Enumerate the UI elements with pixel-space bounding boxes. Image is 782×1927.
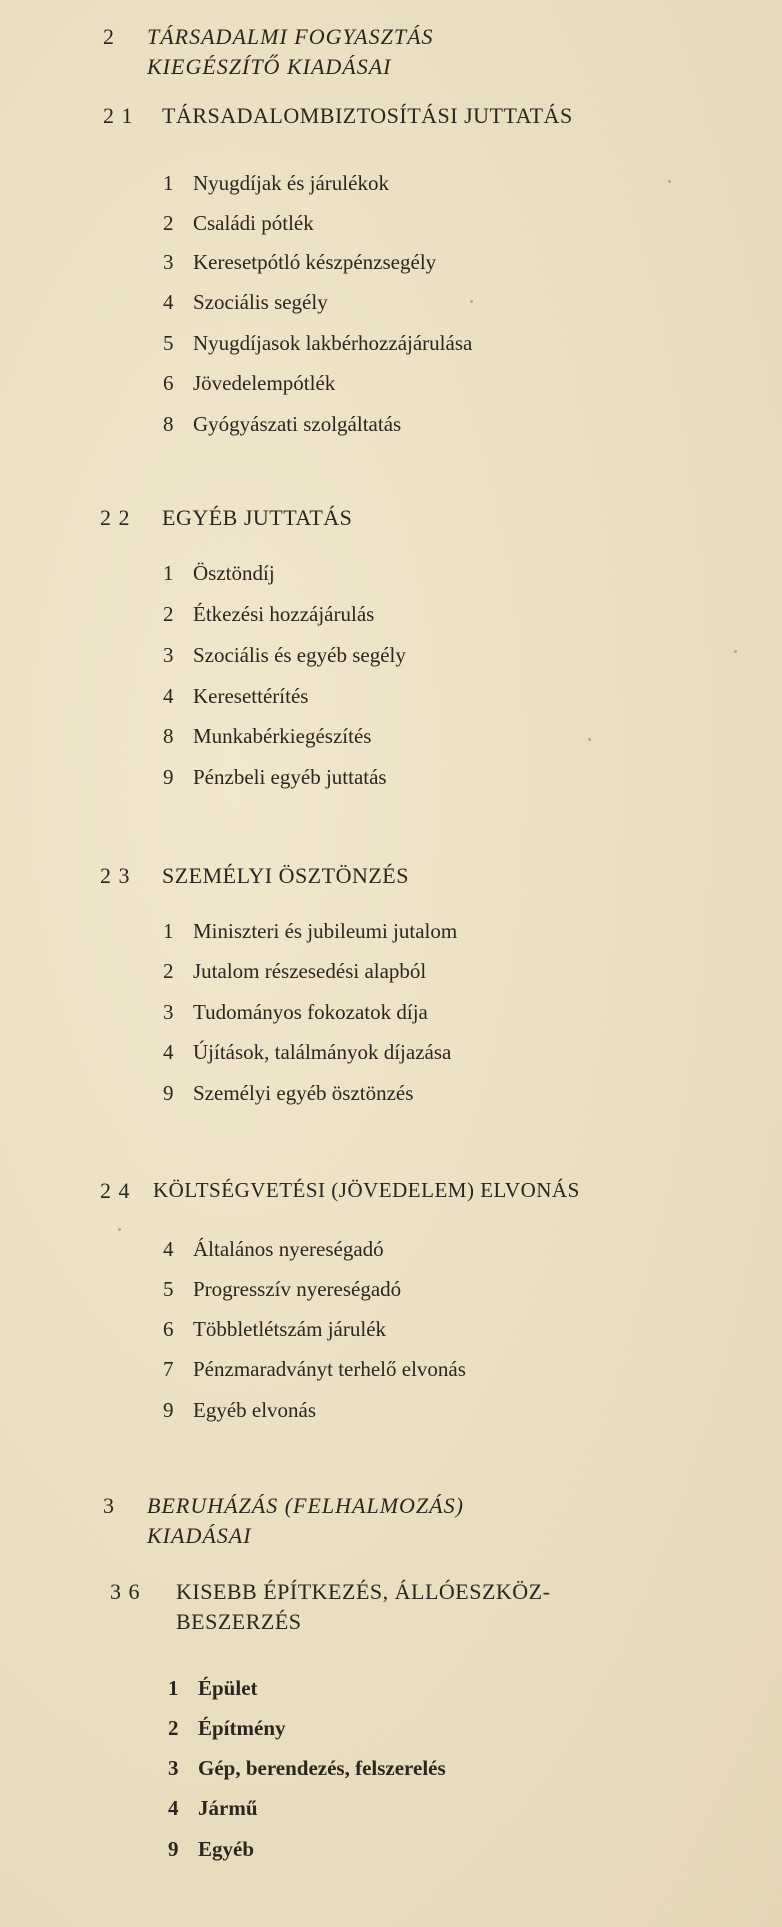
group-number: 2 1 — [103, 103, 134, 128]
list-item — [163, 561, 275, 586]
item-label: Nyugdíjasok lakbérhozzájárulása — [193, 331, 473, 355]
list-item — [163, 412, 401, 437]
item-label: Személyi egyéb ösztönzés — [193, 1081, 414, 1105]
list-item — [163, 724, 371, 749]
list-item — [163, 1000, 428, 1025]
item-label: Jutalom részesedési alapból — [193, 959, 427, 983]
item-number: 6 — [163, 371, 174, 395]
group-title-line-2: BESZERZÉS — [176, 1609, 302, 1634]
item-number: 3 — [163, 643, 174, 667]
item-number: 2 — [163, 211, 174, 235]
item-number: 4 — [168, 1796, 179, 1820]
item-label: Ösztöndíj — [193, 561, 275, 585]
item-number: 1 — [163, 171, 174, 195]
group-title: KÖLTSÉGVETÉSI (JÖVEDELEM) ELVONÁS — [153, 1178, 580, 1202]
list-item — [163, 959, 426, 984]
item-number: 4 — [163, 1237, 174, 1261]
item-number: 1 — [168, 1676, 179, 1700]
group-title: TÁRSADALOMBIZTOSÍTÁSI JUTTATÁS — [162, 103, 573, 128]
paper-speck — [118, 1228, 121, 1231]
list-item — [163, 765, 387, 790]
item-label: Többletlétszám járulék — [193, 1317, 387, 1341]
item-label: Épület — [198, 1676, 258, 1700]
paper-speck — [470, 300, 473, 303]
item-number: 8 — [163, 412, 174, 436]
list-item — [163, 290, 328, 315]
list-item — [163, 211, 314, 236]
item-label: Családi pótlék — [193, 211, 314, 235]
item-label: Tudományos fokozatok díja — [193, 1000, 428, 1024]
item-label: Pénzbeli egyéb juttatás — [193, 765, 387, 789]
item-number: 6 — [163, 1317, 174, 1341]
list-item — [168, 1837, 254, 1862]
list-item — [163, 331, 472, 356]
item-label: Keresetpótló készpénzsegély — [193, 250, 437, 274]
list-item — [163, 1040, 451, 1065]
item-number: 7 — [163, 1357, 174, 1381]
group-number: 2 4 — [100, 1178, 131, 1203]
item-number: 4 — [163, 290, 174, 314]
group-title-line-1: KISEBB ÉPÍTKEZÉS, ÁLLÓESZKÖZ- — [176, 1579, 551, 1604]
list-item — [163, 1237, 384, 1262]
item-label: Pénzmaradványt terhelő elvonás — [193, 1357, 466, 1381]
item-label: Építmény — [198, 1716, 286, 1740]
item-label: Jármű — [198, 1796, 258, 1820]
list-item — [163, 1398, 316, 1423]
paper-speck — [588, 738, 591, 741]
section-number: 2 — [103, 24, 115, 49]
item-number: 9 — [163, 765, 174, 789]
list-item — [163, 250, 436, 275]
item-number: 4 — [163, 684, 174, 708]
group-number: 3 6 — [110, 1579, 141, 1604]
paper-speck — [734, 650, 737, 653]
list-item — [163, 1357, 466, 1382]
item-number: 1 — [163, 561, 174, 585]
list-item — [163, 919, 457, 944]
section-number: 3 — [103, 1493, 115, 1518]
item-label: Szociális és egyéb segély — [193, 643, 406, 667]
section-title-line-1: BERUHÁZÁS (FELHALMOZÁS) — [147, 1493, 464, 1518]
item-number: 9 — [163, 1398, 174, 1422]
item-number: 9 — [163, 1081, 174, 1105]
item-label: Újítások, találmányok díjazása — [193, 1040, 452, 1064]
item-number: 9 — [168, 1837, 179, 1861]
item-number: 3 — [168, 1756, 179, 1780]
item-label: Étkezési hozzájárulás — [193, 602, 375, 626]
item-number: 3 — [163, 1000, 174, 1024]
item-number: 2 — [163, 959, 174, 983]
item-label: Gép, berendezés, felszerelés — [198, 1756, 446, 1780]
item-number: 5 — [163, 1277, 174, 1301]
item-label: Egyéb — [198, 1837, 255, 1861]
list-item — [163, 643, 406, 668]
list-item — [163, 371, 335, 396]
item-number: 2 — [163, 602, 174, 626]
list-item — [168, 1796, 258, 1821]
list-item — [163, 1277, 401, 1302]
list-item — [163, 684, 308, 709]
item-label: Keresettérítés — [193, 684, 309, 708]
list-item — [163, 602, 374, 627]
list-item — [163, 171, 389, 196]
item-label: Nyugdíjak és járulékok — [193, 171, 389, 195]
item-number: 4 — [163, 1040, 174, 1064]
item-label: Szociális segély — [193, 290, 328, 314]
item-number: 8 — [163, 724, 174, 748]
section-title-line-2: KIEGÉSZÍTŐ KIADÁSAI — [147, 54, 392, 79]
item-label: Egyéb elvonás — [193, 1398, 317, 1422]
paper-speck — [668, 180, 671, 183]
list-item — [163, 1317, 386, 1342]
list-item — [168, 1676, 258, 1701]
section-title-line-1: TÁRSADALMI FOGYASZTÁS — [147, 24, 434, 49]
item-label: Munkabérkiegészítés — [193, 724, 372, 748]
section-title-line-2: KIADÁSAI — [147, 1523, 252, 1548]
group-title: SZEMÉLYI ÖSZTÖNZÉS — [162, 863, 409, 888]
group-title: EGYÉB JUTTATÁS — [162, 505, 353, 530]
item-label: Miniszteri és jubileumi jutalom — [193, 919, 458, 943]
item-label: Általános nyereségadó — [193, 1237, 384, 1261]
group-number: 2 3 — [100, 863, 131, 888]
item-label: Progresszív nyereségadó — [193, 1277, 402, 1301]
item-number: 3 — [163, 250, 174, 274]
item-label: Jövedelempótlék — [193, 371, 336, 395]
item-label: Gyógyászati szolgáltatás — [193, 412, 402, 436]
item-number: 2 — [168, 1716, 179, 1740]
list-item — [168, 1716, 286, 1741]
list-item — [163, 1081, 413, 1106]
list-item — [168, 1756, 446, 1781]
group-number: 2 2 — [100, 505, 131, 530]
item-number: 5 — [163, 331, 174, 355]
item-number: 1 — [163, 919, 174, 943]
